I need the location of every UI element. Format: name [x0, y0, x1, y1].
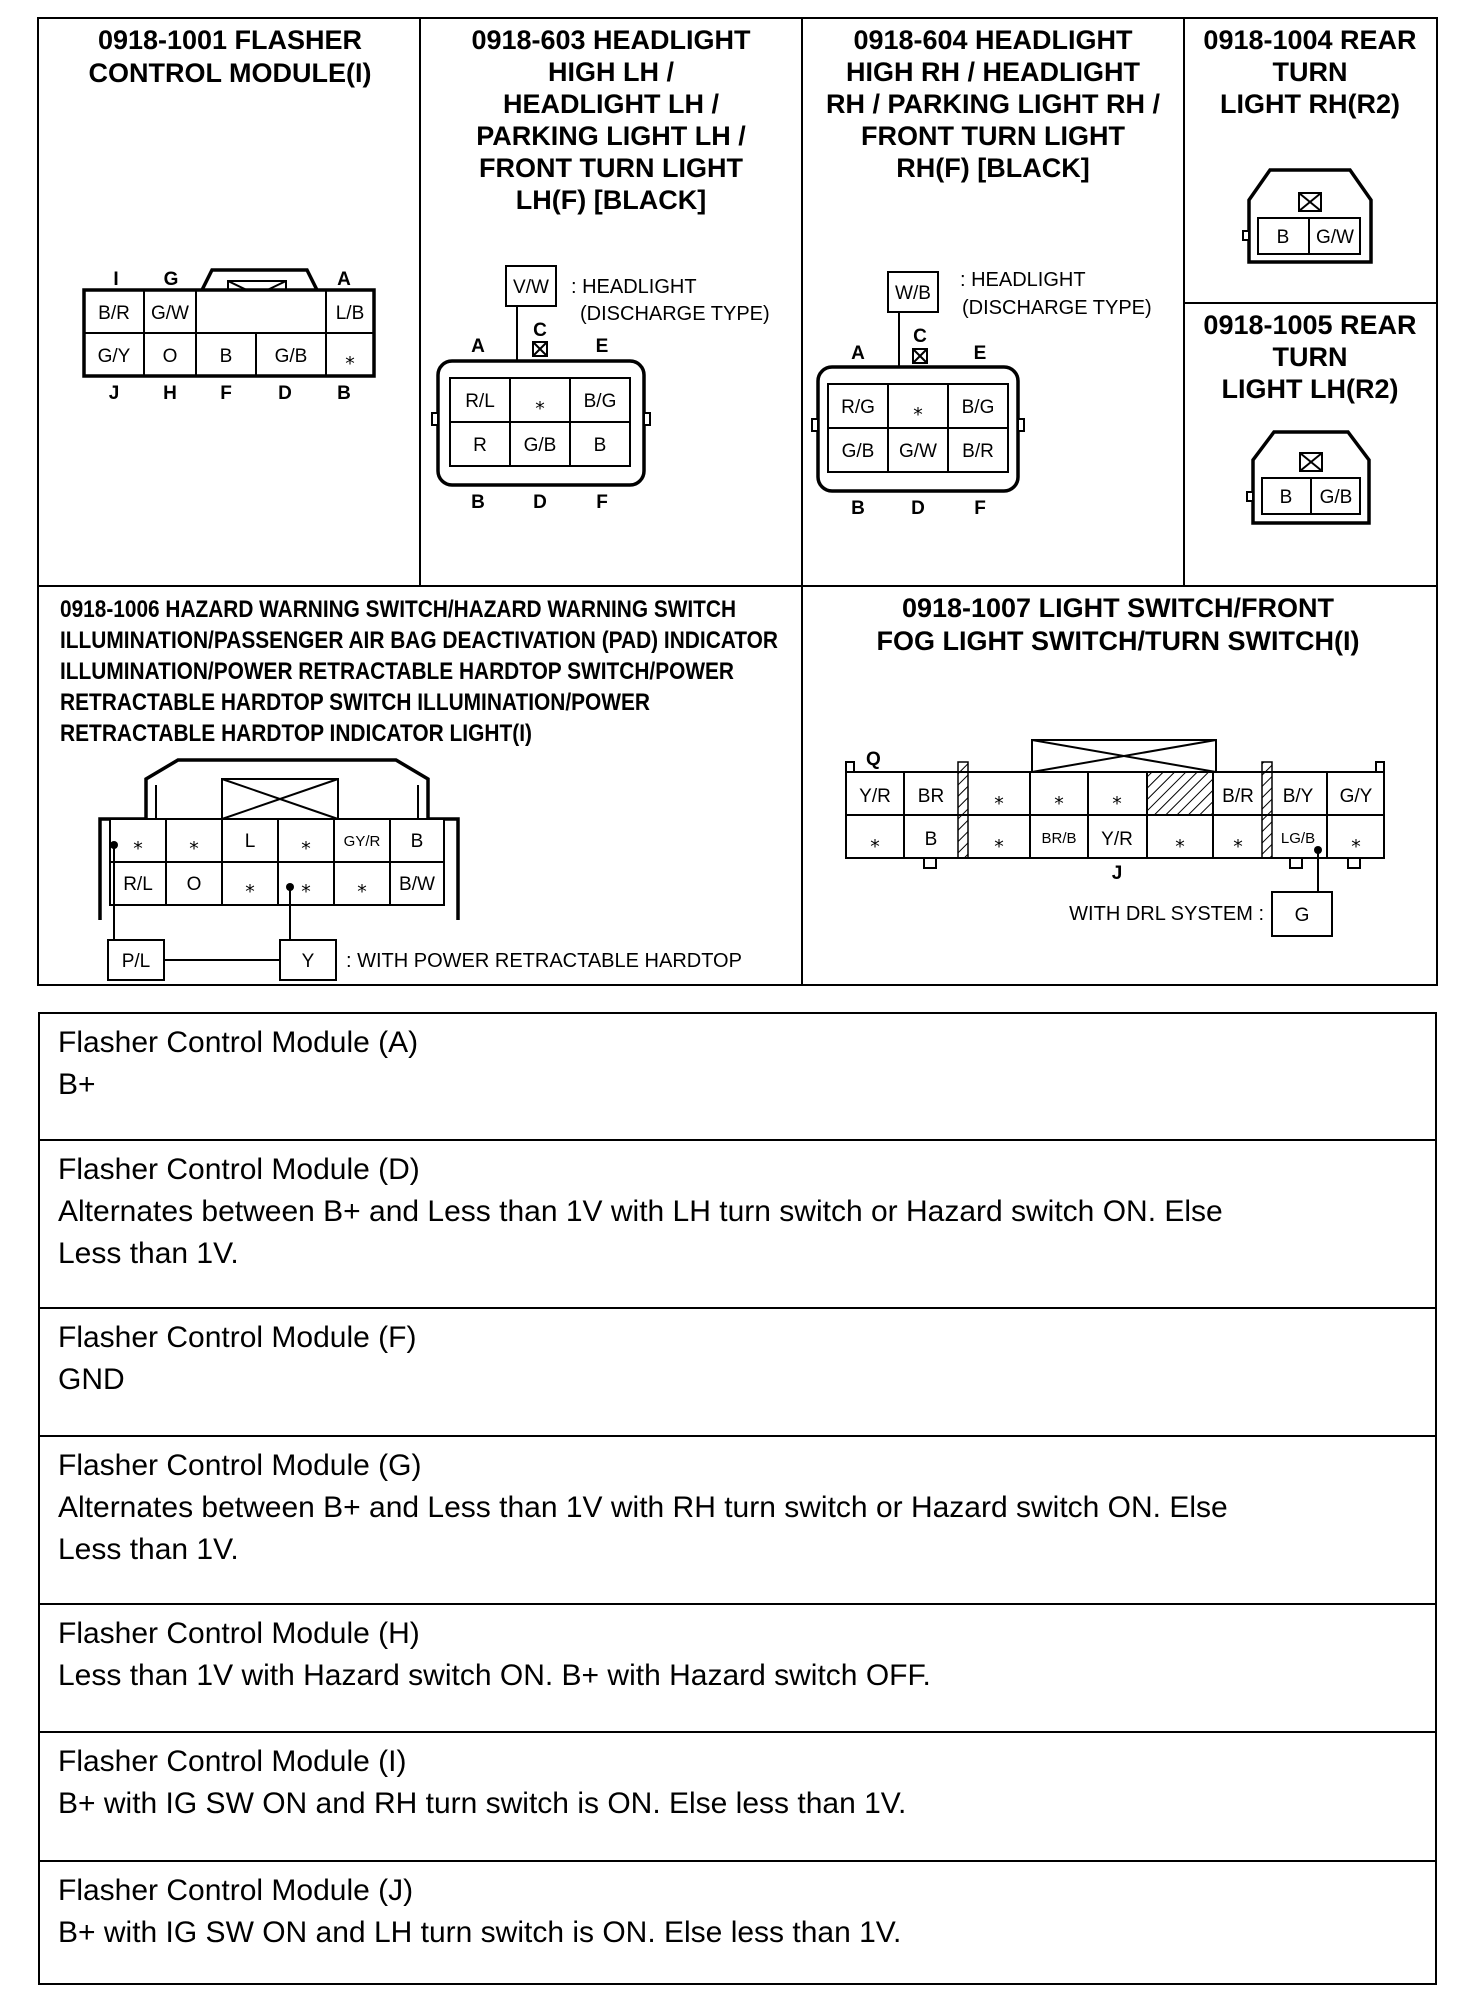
- headlight-lh-title: HIGH LH /: [548, 57, 674, 87]
- headlight-lh-title: FRONT TURN LIGHT: [479, 153, 743, 183]
- pin-cell: G/B: [1319, 487, 1353, 508]
- rear-lh-title: TURN: [1272, 342, 1348, 372]
- pin-cell: ⁎: [994, 788, 1004, 809]
- pin-cell: B: [1279, 487, 1293, 508]
- description-text: Less than 1V with Hazard switch ON. B+ with Hazard switch OFF.: [58, 1659, 931, 1692]
- description-row: [40, 1605, 1435, 1733]
- description-text: Less than 1V.: [58, 1237, 239, 1270]
- pin-cell: Y/R: [859, 786, 891, 807]
- pin-cell: Y/R: [1101, 829, 1133, 850]
- pin-cell: BR/B: [1041, 830, 1077, 847]
- pin-cell: ⁎: [133, 833, 143, 854]
- description-row: [40, 1309, 1435, 1437]
- hazard-title: RETRACTABLE HARDTOP SWITCH ILLUMINATION/POWER: [60, 689, 650, 716]
- option-wire: V/W: [513, 277, 549, 298]
- pin-cell: ⁎: [1112, 788, 1122, 809]
- pin-cell: ⁎: [535, 393, 545, 414]
- pin-cell: B/G: [961, 397, 995, 418]
- pin-letter: F: [220, 383, 232, 404]
- rear-rh-title: 0918-1004 REAR: [1203, 25, 1417, 55]
- headlight-rh-title: HIGH RH / HEADLIGHT: [846, 57, 1140, 87]
- pin-cell: O: [162, 346, 178, 367]
- pin-cell: ⁎: [301, 876, 311, 897]
- pin-letter: A: [851, 343, 865, 364]
- hazard-title: ILLUMINATION/POWER RETRACTABLE HARDTOP SWITCH/POWER: [60, 658, 734, 685]
- pin-cell: ⁎: [913, 399, 923, 420]
- pin-cell: B: [410, 831, 424, 852]
- headlight-lh-title: LH(F) [BLACK]: [515, 185, 707, 215]
- pin-cell: G/Y: [1339, 786, 1373, 807]
- option-note: : WITH POWER RETRACTABLE HARDTOP: [346, 950, 742, 972]
- drl-pin: G: [1294, 905, 1310, 926]
- rear-lh-title: 0918-1005 REAR: [1203, 310, 1417, 340]
- pin-letter: F: [596, 492, 608, 513]
- pin-cell: ⁎: [994, 831, 1004, 852]
- pin-cell: B/R: [1222, 786, 1254, 807]
- flasher-title: 0918-1001 FLASHER: [97, 25, 363, 55]
- pin-cell: B: [1276, 227, 1290, 248]
- hazard-switch-connector: [60, 596, 778, 980]
- pin-letter: F: [974, 498, 986, 519]
- flasher-connector: [84, 25, 374, 404]
- pin-cell: ⁎: [357, 876, 367, 897]
- pin-cell: GY/R: [343, 833, 381, 850]
- pin-letter: E: [973, 343, 987, 364]
- pin-cell: B: [219, 346, 233, 367]
- pin-cell: G/B: [523, 435, 557, 456]
- pin-cell: R/G: [841, 397, 875, 418]
- pin-cell: B/R: [98, 303, 130, 324]
- option-note: : HEADLIGHT: [571, 276, 697, 298]
- pin-letter: D: [278, 383, 292, 404]
- pin-cell: G/W: [151, 303, 189, 324]
- flasher-title: CONTROL MODULE(I): [88, 58, 372, 88]
- light-switch-title: 0918-1007 LIGHT SWITCH/FRONT: [901, 593, 1335, 623]
- option-note: : HEADLIGHT: [960, 269, 1086, 291]
- rear-turn-rh-connector: [1203, 25, 1416, 262]
- option-wire: Y: [301, 951, 315, 972]
- description-text: GND: [58, 1363, 125, 1396]
- option-wire: W/B: [895, 283, 931, 304]
- pin-cell: L/B: [335, 303, 365, 324]
- pin-cell: B/W: [399, 874, 435, 895]
- pin-letter: D: [911, 498, 925, 519]
- pin-cell: ⁎: [301, 833, 311, 854]
- pin-cell: ⁎: [245, 876, 255, 897]
- pin-letter: E: [595, 336, 609, 357]
- pin-cell: ⁎: [1175, 831, 1185, 852]
- pin-cell: L: [244, 831, 256, 852]
- pin-cell: B/G: [583, 391, 617, 412]
- description-title: Flasher Control Module (A): [58, 1026, 419, 1059]
- description-text: B+ with IG SW ON and RH turn switch is ON. Else less than 1V.: [58, 1787, 907, 1820]
- option-wire: P/L: [121, 951, 151, 972]
- headlight-rh-title: 0918-604 HEADLIGHT: [853, 25, 1133, 55]
- pin-letter: I: [113, 269, 119, 290]
- light-switch-connector: [846, 593, 1384, 936]
- description-row: [40, 1733, 1435, 1862]
- pin-cell: G/Y: [97, 346, 131, 367]
- pin-letter: A: [471, 336, 485, 357]
- pin-cell: ⁎: [1054, 788, 1064, 809]
- pin-letter: B: [471, 492, 485, 513]
- option-note: (DISCHARGE TYPE): [962, 297, 1152, 319]
- rear-lh-title: LIGHT LH(R2): [1221, 374, 1399, 404]
- description-title: Flasher Control Module (H): [58, 1617, 420, 1650]
- pin-cell: G/W: [899, 441, 937, 462]
- pin-cell: BR: [917, 786, 945, 807]
- pin-letter: B: [337, 383, 351, 404]
- drl-note: WITH DRL SYSTEM :: [1069, 903, 1264, 925]
- headlight-lh-title: PARKING LIGHT LH /: [476, 121, 746, 151]
- description-row: [40, 1014, 1435, 1141]
- pin-letter: D: [533, 492, 547, 513]
- hazard-title: 0918-1006 HAZARD WARNING SWITCH/HAZARD WARNING SWITCH: [60, 596, 736, 623]
- pin-letter: A: [337, 269, 351, 290]
- light-switch-title: FOG LIGHT SWITCH/TURN SWITCH(I): [876, 626, 1360, 656]
- pin-cell: R/L: [123, 874, 153, 895]
- rear-rh-title: TURN: [1272, 57, 1348, 87]
- hazard-title: ILLUMINATION/PASSENGER AIR BAG DEACTIVATION (PAD) INDICATOR: [60, 627, 778, 654]
- headlight-rh-title: RH / PARKING LIGHT RH /: [826, 89, 1160, 119]
- rear-turn-lh-connector: [1203, 310, 1416, 523]
- headlight-rh-connector: [812, 25, 1160, 519]
- description-text: Alternates between B+ and Less than 1V with LH turn switch or Hazard switch ON. Else: [58, 1195, 1223, 1228]
- pin-cell: B: [593, 435, 607, 456]
- description-row: [40, 1141, 1435, 1309]
- description-text: Alternates between B+ and Less than 1V with RH turn switch or Hazard switch ON. Else: [58, 1491, 1228, 1524]
- description-text: B+: [58, 1068, 96, 1101]
- pin-letter: Q: [866, 749, 881, 770]
- description-row: [40, 1437, 1435, 1605]
- pin-cell: ⁎: [870, 831, 880, 852]
- pin-cell: O: [186, 874, 202, 895]
- pin-letter: G: [163, 269, 179, 290]
- headlight-lh-title: 0918-603 HEADLIGHT: [471, 25, 751, 55]
- pin-letter: B: [851, 498, 865, 519]
- pin-cell: ⁎: [1351, 831, 1361, 852]
- pin-cell: B/R: [962, 441, 994, 462]
- pin-letter: J: [108, 383, 120, 404]
- description-text: Less than 1V.: [58, 1533, 239, 1566]
- pin-cell: B: [924, 829, 938, 850]
- pin-letter: C: [533, 320, 547, 341]
- pin-description-table: [38, 1012, 1437, 1985]
- description-title: Flasher Control Module (F): [58, 1321, 417, 1354]
- pin-cell: ⁎: [1233, 831, 1243, 852]
- pin-cell: G/W: [1316, 227, 1354, 248]
- pin-cell: LG/B: [1280, 830, 1316, 847]
- pin-cell: R/L: [465, 391, 495, 412]
- description-title: Flasher Control Module (G): [58, 1449, 422, 1482]
- pin-cell: R: [473, 435, 487, 456]
- hazard-title: RETRACTABLE HARDTOP INDICATOR LIGHT(I): [60, 720, 532, 747]
- pin-letter: H: [163, 383, 177, 404]
- description-text: B+ with IG SW ON and LH turn switch is ON. Else less than 1V.: [58, 1916, 902, 1949]
- headlight-lh-title: HEADLIGHT LH /: [503, 89, 719, 119]
- pin-cell: G/B: [274, 346, 308, 367]
- description-title: Flasher Control Module (D): [58, 1153, 420, 1186]
- headlight-rh-title: RH(F) [BLACK]: [896, 153, 1090, 183]
- pin-cell: ⁎: [189, 833, 199, 854]
- description-title: Flasher Control Module (J): [58, 1874, 414, 1907]
- pin-letter: J: [1111, 863, 1123, 884]
- pin-cell: G/B: [841, 441, 875, 462]
- headlight-lh-connector: [432, 25, 770, 513]
- pin-letter: C: [913, 326, 927, 347]
- pin-cell: ⁎: [345, 348, 355, 369]
- rear-rh-title: LIGHT RH(R2): [1220, 89, 1400, 119]
- headlight-rh-title: FRONT TURN LIGHT: [861, 121, 1125, 151]
- option-note: (DISCHARGE TYPE): [580, 303, 770, 325]
- pin-cell: B/Y: [1282, 786, 1314, 807]
- description-row: [40, 1862, 1435, 1983]
- description-title: Flasher Control Module (I): [58, 1745, 407, 1778]
